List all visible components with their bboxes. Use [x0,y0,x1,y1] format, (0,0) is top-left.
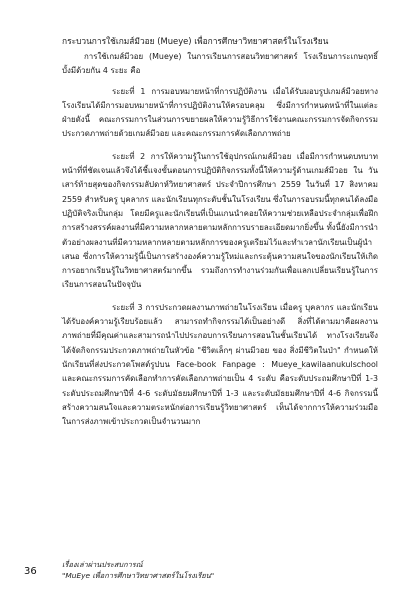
footer-line-1: เรื่องเล่าผ่านประสบการณ์ [62,560,143,569]
page-footer [22,555,382,591]
page-content [62,34,378,437]
paragraph-phase-2: ระยะที่ 2 การให้ความรู้ในการใช้อุปกรณ์เกมส์มีวอย เมื่อมีการกำหนดบทบาทหน้าที่ที่ชัดเจนแล้วจึงได้ชี้แจงขั้นตอนการปฏิบัติกิจกรรมทั้งนี้ให้ความรู้ด้านเกมส์มีวอย ใน วันเสาร์ท้ายสุดของกิจกรรมลัปดาห์วิทยาศาสตร์ ประจำปีการศึกษา 2559 ในวันที่ 17 สิงหาคม 2559 สำหรับครู บุคลากร และนักเรียนทุกระดับชั้นในโรงเรียน ซึ่งในการอบรมนี้ทุกคนได้ลงมือปฏิบัติจริงเป็นกลุ่ม โดยมีครูและนักเรียนที่เป็นแกนนำคอยให้ความช่วยเหลือประจำกลุ่มเพื่อฝึกการสร้างสรรค์ผลงานที่มีความหลากหลายตามหลักการบรายละเอียดมากยิ่งขึ้น ทั้งนี้ยังมีการนำตัวอย่างผลงานที่มีความหลากหลายตามหลักการของครูเตรียมไว้และทำเวลานักเรียนเป็นผู้นำเสนอ ซึ่งการให้ความรู้นี้เป็นการสร้างองค์ความรู้ใหม่และกระตุ้นความสนใจของนักเรียนให้เกิดการอยากเรียนรู้ในวิทยาศาสตร์มากขึ้น รวมถึงการทำงานร่วมกันเพื่อแลกเปลี่ยนเรียนรู้ในการเรียนการสอนในปัจจุบัน [62,151,378,290]
paragraph-intro: การใช้เกมส์มีวอย (Mueye) ในการเรียนการสอนวิทยาศาสตร์ โรงเรียนการะเกษฤทธิ์ บั้งมีด้วยกัน 4 ระยะ คือ [62,52,378,76]
paragraph-phase-3: ระยะที่ 3 การประกวดผลงานภาพถ่ายในโรงเรียน เมื่อครู บุคลากร และนักเรียนได้รับองค์ความรู้เรียบร้อยแล้ว สามารถทำกิจกรรมได้เป็นอย่างดี สิ่งที่ได้ตามมาคือผลงานภาพถ่ายที่มีคุณค่าและสามารถนำไปประกอบการเรียนการสอนในชั้นเรียนได้ ทางโรงเรียนจึงได้จัดกิจกรรมประกวดภาพถ่ายในหัวข้อ "ชีวิตเล็กๆ ผ่านมีวอย ของ สิ่งมีชีวิตในป่า" กำหนดให้นักเรียนที่ส่งประกวดโพสต์รูปบน Face-book Fanpage : Mueye_kawilaanukulschool และคณะกรรมการคัดเลือกทำการคัดเลือกภาพถ่ายเป็น 4 ระดับ คือระดับประถมศึกษาปีที่ 1-3 ระดับประถมศึกษาปีที่ 4-6 ระดับมัธยมศึกษาปีที่ 1-3 และระดับมัธยมศึกษาปีที่ 4-6 กิจกรรมนี้สร้างความสนใจและความตระหนักต่อการเรียนรู้วิทยาศาสตร์ เห็นได้จากการให้ความร่วมมือในการส่งภาพเข้าประกวดเป็นจำนวนมาก [62,302,378,427]
footer-title [62,559,214,581]
paragraph-phase-1: ระยะที่ 1 การมอบหมายหน้าที่การปฏิบัติงาน เมื่อได้รับมอบรูปเกมส์มีวอยทางโรงเรียนได้มีการมอบหมายหน้าที่การปฏิบัติงานให้ครอบคลุม ซึ่งมีการกำหนดหน้าที่ในแต่ละฝ่ายดังนี้ คณะกรรมการในส่วนการขยายผลให้ความรู้วิธีการใช้งานคณะกรรมการจัดกิจกรรมประกวดภาพถ่ายด้วยเกมส์มีวอย และคณะกรรมการคัดเลือกภาพถ่าย [62,86,378,139]
section-heading: กระบวนการใช้เกมส์มีวอย (Mueye) เพื่อการศึกษาวิทยาศาสตร์ในโรงเรียน [62,36,329,46]
footer-line-2: "MuEye เพื่อการศึกษาวิทยาศาสตร์ในโรงเรียน" [62,571,215,580]
page-number: 36 [24,566,37,577]
